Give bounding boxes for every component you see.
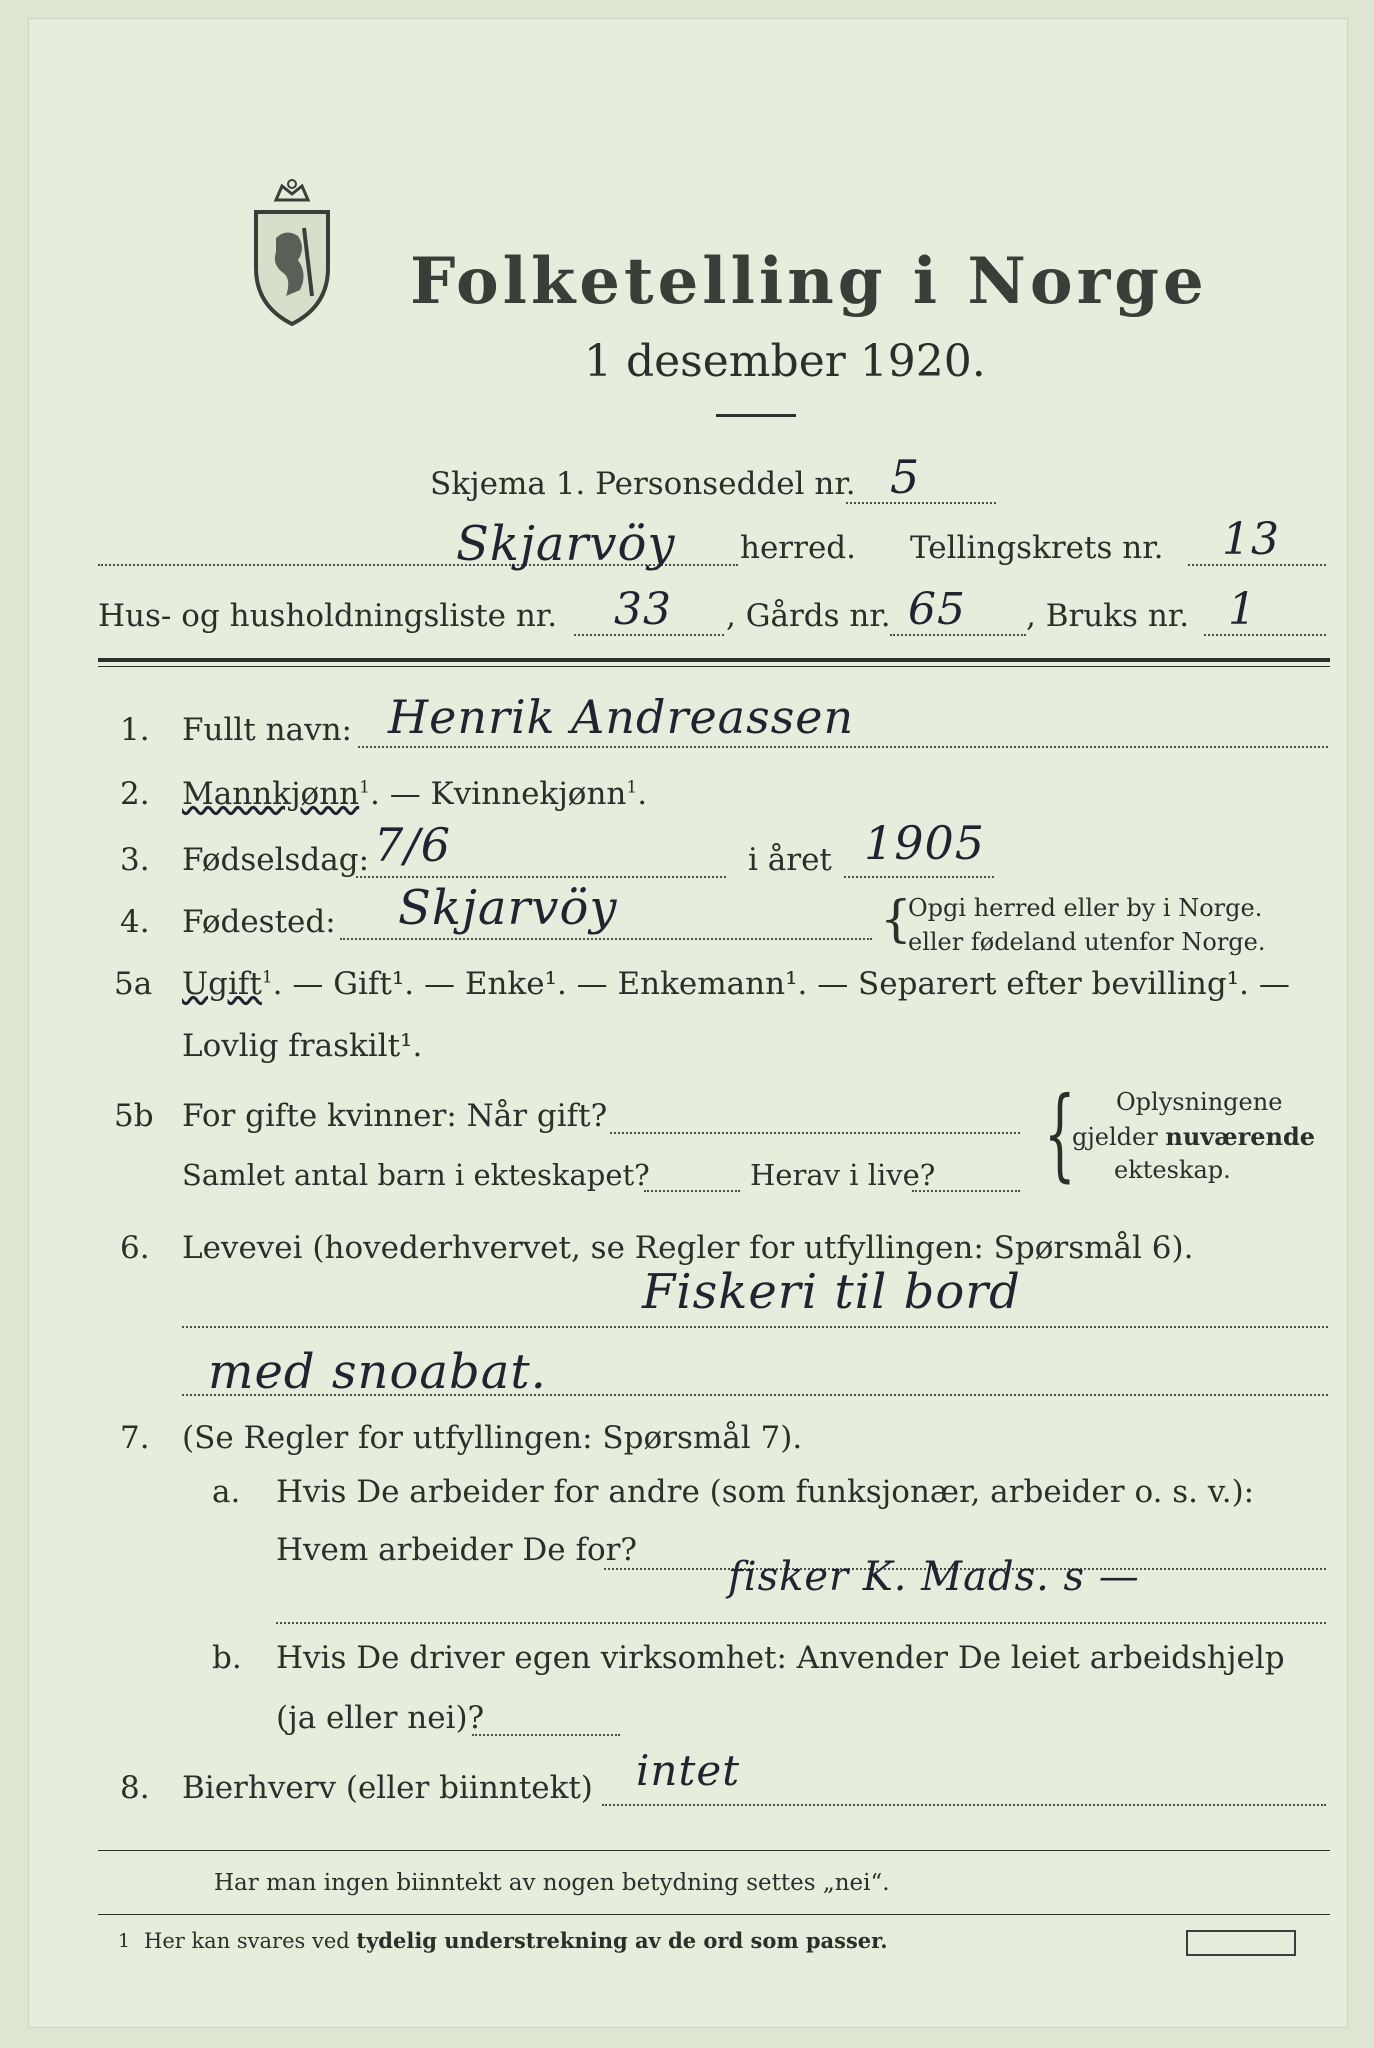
q3-value: 7/6: [374, 818, 452, 872]
form-date: 1 desember 1920.: [584, 336, 986, 387]
q2-female: Kvinnekjønn: [430, 776, 627, 812]
q3-number: 3.: [120, 842, 150, 878]
q5a-ugift: Ugift: [182, 966, 262, 1002]
q5b-note-2b: nuværende: [1165, 1122, 1316, 1151]
q4-number: 4.: [120, 904, 150, 940]
q2-female-sup: 1: [626, 777, 638, 798]
q5a-ugift-sup: 1: [261, 967, 273, 988]
q5b-line2b: Herav i live?: [750, 1158, 936, 1192]
q5a-line2: Lovlig fraskilt¹.: [182, 1028, 423, 1064]
q7b-letter: b.: [212, 1640, 242, 1676]
q2-number: 2.: [120, 776, 150, 812]
q6-line-2: [182, 1394, 1328, 1396]
q7-number: 7.: [120, 1420, 150, 1456]
q1-line: [358, 746, 1328, 748]
q7a-text: Hvis De arbeider for andre (som funksjonær, arbeider o. s. v.):: [276, 1474, 1255, 1510]
q7b-text: Hvis De driver egen virksomhet: Anvender De leiet arbeidshjelp: [276, 1640, 1285, 1676]
q5b-note-1: Oplysningene: [1116, 1088, 1283, 1116]
q7a-letter: a.: [212, 1474, 241, 1510]
header-rule-thin: [98, 666, 1330, 667]
q4-value: Skjarvöy: [398, 880, 618, 936]
schema-label: Skjema 1. Personseddel nr.: [430, 466, 856, 502]
q7a-line-2: [276, 1622, 1326, 1624]
q7a-value: fisker K. Mads. s —: [728, 1554, 1140, 1600]
footnote-number: 1: [118, 1930, 131, 1952]
q8-value: intet: [636, 1746, 741, 1795]
hus-value: 33: [614, 584, 672, 635]
q4-label: Fødested:: [182, 904, 336, 940]
q1-value: Henrik Andreassen: [388, 690, 855, 744]
q5b-alive-line: [912, 1190, 1020, 1192]
schema-number: 5: [890, 450, 921, 504]
q6-value-1: Fiskeri til bord: [642, 1264, 1021, 1320]
footnote-b: tydelig understrekning av de ord som passer.: [356, 1928, 888, 1953]
q5b-brace: {: [1043, 1075, 1076, 1192]
q4-note-2: eller fødeland utenfor Norge.: [908, 928, 1266, 956]
bruks-label: , Bruks nr.: [1026, 598, 1190, 634]
q5b-line: [610, 1132, 1020, 1134]
note-main: Har man ingen biinntekt av nogen betydning settes „nei“.: [214, 1870, 890, 1896]
q6-line-1: [182, 1326, 1328, 1328]
q4-note-1: Opgi herred eller by i Norge.: [908, 894, 1263, 922]
q4-line: [340, 938, 872, 940]
q6-label: Levevei (hovederhvervet, se Regler for utfyllingen: Spørsmål 6).: [182, 1230, 1194, 1266]
q5b-label: For gifte kvinner: Når gift?: [182, 1098, 608, 1134]
q5b-number: 5b: [114, 1098, 154, 1134]
printer-stamp: [1186, 1930, 1296, 1956]
q3-date-line: [356, 876, 726, 878]
form-title: Folketelling i Norge: [410, 244, 1208, 319]
q2-sep: . —: [369, 776, 431, 812]
q1-label: Fullt navn:: [182, 712, 352, 748]
schema-line: [846, 502, 996, 504]
q1-number: 1.: [120, 712, 150, 748]
krets-value: 13: [1222, 514, 1280, 565]
q5b-note-2a: gjelder: [1072, 1123, 1158, 1151]
q5a-rest: . — Gift¹. — Enke¹. — Enkemann¹. — Separert efter bevilling¹. —: [272, 966, 1290, 1002]
herred-value: Skjarvöy: [456, 516, 676, 572]
q3-year-label: i året: [748, 842, 832, 878]
footnote-divider: [98, 1914, 1330, 1915]
q6-number: 6.: [120, 1230, 150, 1266]
q5b-note-2: [1072, 1122, 1315, 1151]
title-divider: [716, 414, 796, 417]
q8-line: [602, 1804, 1326, 1806]
q5b-note-3: ekteskap.: [1114, 1156, 1231, 1184]
q5b-line2a: Samlet antal barn i ekteskapet?: [182, 1158, 650, 1192]
notes-divider: [98, 1850, 1330, 1851]
q7b-line: [472, 1734, 620, 1736]
q3-year-line: [844, 876, 994, 878]
hus-label: Hus- og husholdningsliste nr.: [98, 598, 558, 634]
header-rule: [98, 658, 1330, 662]
q7b-question: (ja eller nei)?: [276, 1700, 485, 1736]
census-form: [28, 18, 1348, 2028]
herred-label: herred.: [740, 530, 856, 566]
footnote-a: Her kan svares ved: [144, 1929, 350, 1953]
gards-value: 65: [908, 584, 966, 635]
q8-label: Bierhverv (eller biinntekt): [182, 1770, 593, 1806]
gards-label: , Gårds nr.: [726, 598, 891, 634]
q2-male: Mannkjønn: [182, 776, 360, 812]
q4-brace: {: [880, 890, 912, 948]
q7-label: (Se Regler for utfyllingen: Spørsmål 7).: [182, 1420, 803, 1456]
krets-label: Tellingskrets nr.: [910, 530, 1164, 566]
bruks-value: 1: [1228, 584, 1257, 635]
q8-number: 8.: [120, 1770, 150, 1806]
footnote-text: [144, 1928, 888, 1953]
q2-male-sup: 1: [359, 777, 370, 798]
q6-value-2: med snoabat.: [208, 1344, 547, 1400]
bruks-line: [1204, 634, 1326, 636]
q3-year-value: 1905: [864, 816, 986, 870]
q2-text: [182, 776, 647, 812]
q2-end: .: [637, 776, 648, 812]
q3-label: Fødselsdag:: [182, 842, 370, 878]
q5a-number: 5a: [114, 966, 153, 1002]
q5b-children-line: [644, 1190, 740, 1192]
q5a-text: [182, 966, 1290, 1002]
q7a-question: Hvem arbeider De for?: [276, 1532, 638, 1568]
coat-of-arms-icon: [246, 178, 338, 328]
